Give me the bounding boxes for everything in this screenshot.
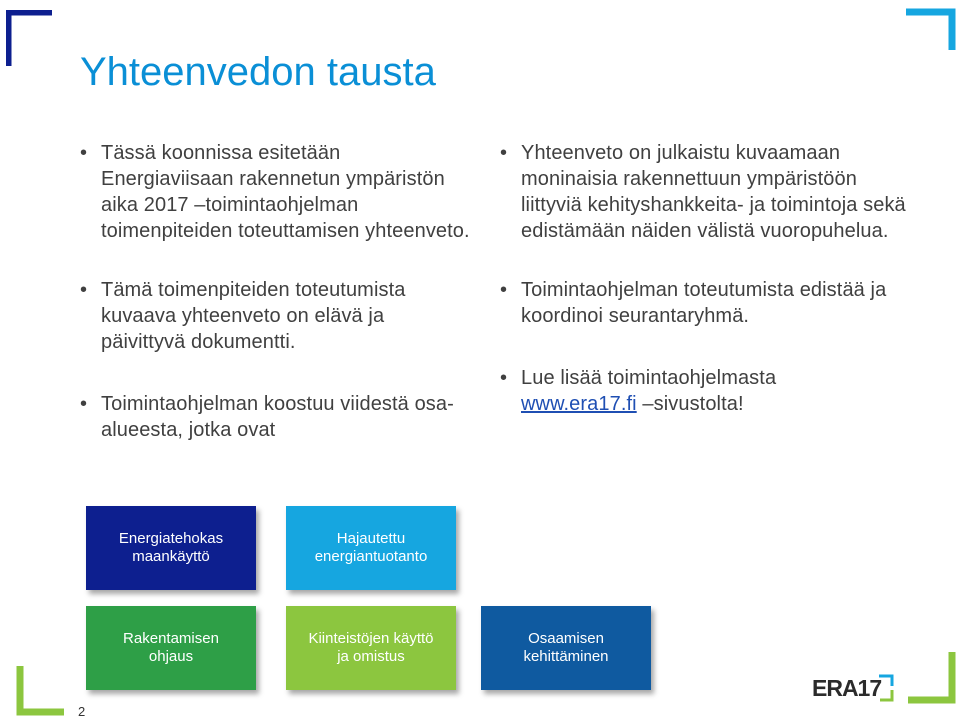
era17-website-link[interactable]: www.era17.fi xyxy=(521,393,637,415)
area-box-label: Hajautettu xyxy=(336,530,406,547)
slide-title: Yhteenvedon tausta xyxy=(80,50,436,94)
corner-bracket-bottom-left xyxy=(16,664,66,716)
bullet-monitoring-group: • Toimintaohjelman toteutumista edistää ja koordinoi seurantaryhmä. xyxy=(500,277,920,329)
svg-text:ERA17: ERA17 xyxy=(812,675,882,701)
area-box-label: energiantuotanto xyxy=(314,548,428,565)
right-bullet-list xyxy=(500,140,920,417)
era17-logo xyxy=(812,672,896,707)
area-box-label: Osaamisen xyxy=(528,630,604,647)
bullet-summary-intro: • Tässä koonnissa esitetään Energiaviisaan rakennetun ympäristön aika 2017 –toimintaohjelman toimenpiteiden toteuttamisen yhteenveto. xyxy=(80,140,470,244)
page-number: 2 xyxy=(78,704,86,719)
bullet-living-document: • Tämä toimenpiteiden toteutumista kuvaava yhteenveto on elävä ja päivittyvä dokumentti. xyxy=(80,277,470,355)
area-box-label: kehittäminen xyxy=(523,648,609,665)
left-bullet-list xyxy=(80,140,470,443)
bullet-more-info xyxy=(500,365,920,417)
area-box-label: ohjaus xyxy=(148,648,194,665)
bullet-publication-purpose: • Yhteenveto on julkaistu kuvaamaan moninaisia rakennettuun ympäristöön liittyviä kehityshankkeita- ja toimintoja sekä edistämään näiden välistä vuoropuhelua. xyxy=(500,140,920,244)
corner-bracket-bottom-right xyxy=(906,650,956,704)
area-box-energy-production xyxy=(286,506,456,590)
area-box-label: ja omistus xyxy=(337,648,405,665)
area-box-building-regulation xyxy=(86,606,256,690)
area-box-competence xyxy=(481,606,651,690)
era17-logo-mark xyxy=(812,672,896,702)
area-box-land-use xyxy=(86,506,256,590)
corner-bracket-top-right xyxy=(904,8,956,52)
area-box-property-use xyxy=(286,606,456,690)
area-box-label: maankäyttö xyxy=(132,548,210,565)
more-info-suffix: –sivustolta! xyxy=(642,393,744,415)
bullet-five-areas: • Toimintaohjelman koostuu viidestä osa-alueesta, jotka ovat xyxy=(80,391,470,443)
area-box-label: Rakentamisen xyxy=(123,630,219,647)
area-box-label: Energiatehokas xyxy=(118,530,224,547)
more-info-prefix: Lue lisää toimintaohjelmasta xyxy=(521,367,777,389)
area-box-label: Kiinteistöjen käyttö xyxy=(308,630,434,647)
corner-bracket-top-left xyxy=(6,10,54,68)
